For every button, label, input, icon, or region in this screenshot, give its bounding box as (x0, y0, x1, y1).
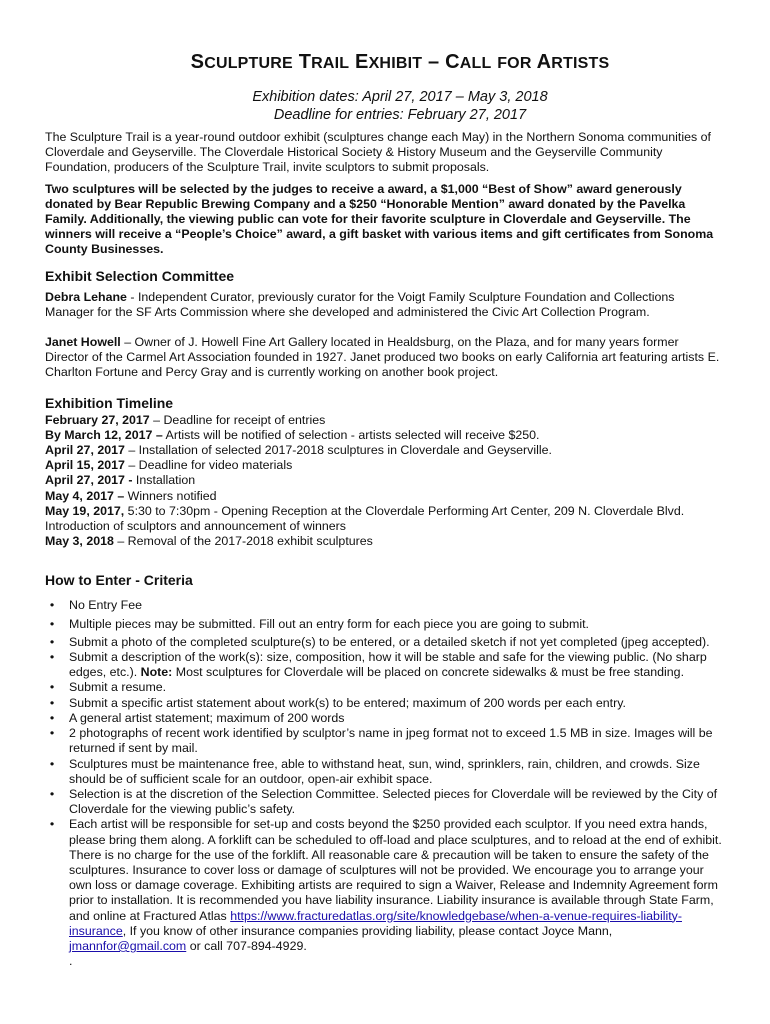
timeline-item: May 4, 2017 – Winners notified (45, 488, 217, 503)
entry-deadline: Deadline for entries: February 27, 2017 (273, 107, 527, 123)
bullet-icon: • (49, 634, 55, 649)
bullet-icon: • (49, 726, 55, 741)
list-item: • A general artist statement; maximum of 200 words (45, 711, 725, 726)
timeline-item: February 27, 2017 – Deadline for receipt of entries (45, 412, 326, 427)
list-item: • Selection is at the discretion of the Selection Committee. Selected pieces for Cloverdale will be reviewed by the City of Cloverdale for the viewing public’s safety. (45, 787, 725, 817)
list-item: • Sculptures must be maintenance free, able to withstand heat, sun, wind, sprinklers, rain, children, and crowds. Size should be of sufficient scale for an outdoor, open-air exhibit space. (45, 757, 725, 787)
document-page (45, 50, 725, 969)
timeline-item: April 15, 2017 – Deadline for video materials (45, 458, 293, 473)
timeline-item: May 3, 2018 – Removal of the 2017-2018 exhibit sculptures (45, 534, 373, 549)
criteria-list (45, 598, 725, 954)
list-item: • Submit a resume. (45, 680, 725, 695)
bullet-icon: • (49, 695, 55, 710)
bullet-icon: • (49, 817, 55, 832)
document-title: SCULPTURE TRAIL EXHIBIT – CALL FOR ARTISTS (190, 51, 610, 73)
list-item: • Submit a description of the work(s): size, composition, how it will be stable and safe for the viewing public. (No sharp edges, etc.). Note: Most sculptures for Cloverdale will be placed on concrete sidewalks & must be free standing. (45, 650, 725, 680)
bullet-icon: • (49, 598, 55, 613)
timeline-item: May 19, 2017, 5:30 to 7:30pm - Opening Reception at the Cloverdale Performing Art Center, 209 N. Cloverdale Blvd. (45, 503, 685, 518)
bullet-icon: • (49, 710, 55, 725)
criteria-heading: How to Enter - Criteria (45, 572, 193, 589)
committee-heading: Exhibit Selection Committee (45, 267, 235, 284)
list-item: • Submit a photo of the completed sculpture(s) to be entered, or a detailed sketch if not yet completed (jpeg accepted). (45, 635, 725, 650)
list-item: • Multiple pieces may be submitted. Fill out an entry form for each piece you are going to submit. (45, 617, 725, 632)
bullet-icon: • (49, 616, 55, 631)
timeline-item: Introduction of sculptors and announcement of winners (45, 519, 346, 534)
list-item: • Submit a specific artist statement about work(s) to be entered; maximum of 200 words per each entry. (45, 696, 725, 711)
timeline-heading: Exhibition Timeline (45, 394, 174, 411)
timeline-item: April 27, 2017 - Installation (45, 473, 196, 488)
bullet-icon: • (49, 680, 55, 695)
list-item: • No Entry Fee (45, 598, 725, 613)
intro-paragraph: The Sculpture Trail is a year-round outdoor exhibit (sculptures change each May) in the Northern Sonoma communities of Cloverdale and Geyserville. The Cloverdale Historical Society & History Museum and the Geyserville Community Foundation, producers of the Sculpture Trail, invite sculptors to submit proposals. (45, 130, 711, 175)
timeline-item: April 27, 2017 – Installation of selected 2017-2018 sculptures in Cloverdale and Geyserville. (45, 443, 552, 458)
bullet-icon: • (49, 650, 55, 665)
exhibition-dates: Exhibition dates: April 27, 2017 – May 3, 2018 (252, 89, 548, 105)
list-item: • Each artist will be responsible for set-up and costs beyond the $250 provided each sculptor. If you need extra hands, please bring them along. A forklift can be scheduled to off-load and place sculptures, and to reload at the end of exhibit. There is no charge for the use of the forklift. All reasonable care & precaution will be taken to ensure the safety of the sculptures. Insurance to cover loss or damage of sculptures will not be provided. We encourage you to arrange your own loss or damage coverage. Exhibiting artists are required to sign a Waiver, Release and Indemnity Agreement form prior to installation. It is recommended you have liability insurance. Liability insurance is available through State Farm, and online at Fractured Atlas https://www.fracturedatlas.org/site/knowledgebase/when-a-venue-requires-liability-insurance, If you know of other insurance companies providing liability, please contact Joyce Mann, jmannfor@gmail.com or call 707-894-4929. (45, 817, 725, 954)
email-link[interactable]: jmannfor@gmail.com (69, 938, 187, 953)
awards-paragraph: Two sculptures will be selected by the judges to receive a award, a $1,000 “Best of Show” award generously donated by Bear Republic Brewing Company and a $250 “Honorable Mention” award donated by the Pavelka Family. Additionally, the viewing public can vote for their favorite sculpture in Cloverdale and Geyserville. The winners will receive a “People’s Choice” award, a gift basket with various items and gift certificates from Sonoma County Businesses. (45, 181, 714, 257)
insurance-link[interactable]: https://www.fracturedatlas.org/site/knowledgebase/when-a-venue-requires-liability-insurance (69, 908, 682, 938)
list-item: • 2 photographs of recent work identified by sculptor’s name in jpeg format not to exceed 1.5 MB in size. Images will be returned if sent by mail. (45, 726, 725, 756)
bullet-icon: • (49, 786, 55, 801)
trailing-dot: . (69, 954, 73, 969)
committee-member: Debra Lehane - Independent Curator, previously curator for the Voigt Family Sculpture Foundation and Collections Manager for the SF Arts Commission where she developed and administered the Civic Art Collection Program. (45, 289, 675, 319)
timeline-list (45, 413, 725, 550)
bullet-icon: • (49, 756, 55, 771)
timeline-item: By March 12, 2017 – Artists will be notified of selection - artists selected will receive $250. (45, 427, 540, 442)
committee-member: Janet Howell – Owner of J. Howell Fine Art Gallery located in Healdsburg, on the Plaza, and for many years former Director of the Carmel Art Association founded in 1927. Janet produced two books on early California art featuring artists E. Charlton Fortune and Percy Gray and is currently working on another book project. (45, 335, 720, 380)
